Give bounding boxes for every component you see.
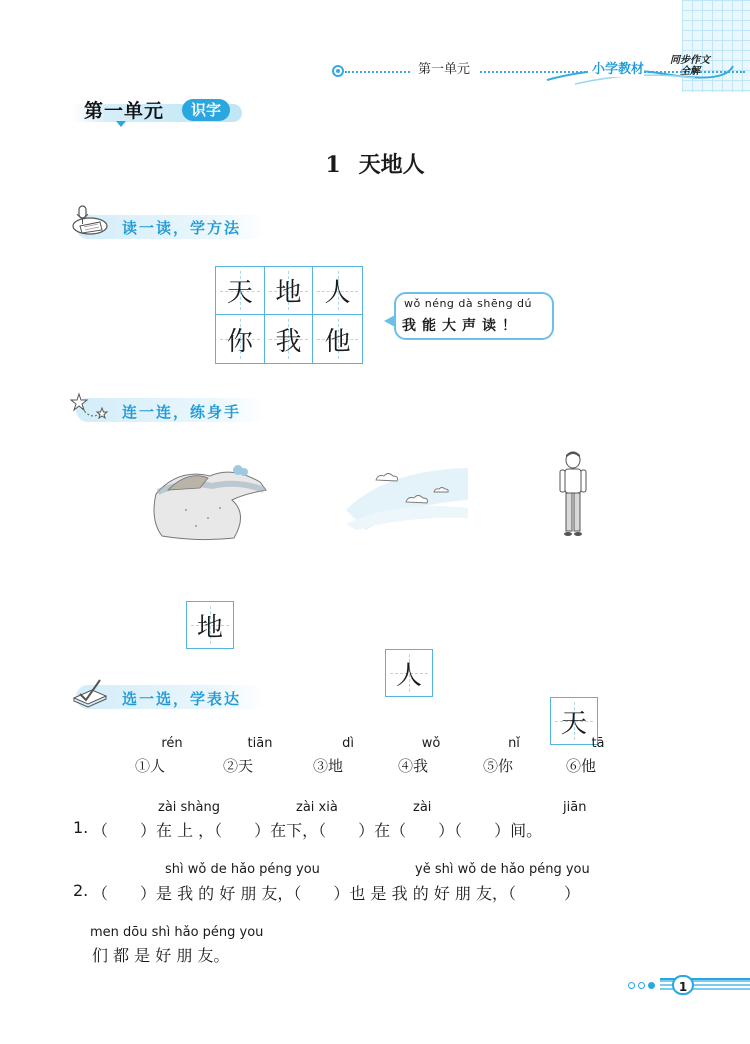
header-series: 小学教材: [588, 58, 644, 77]
header-badge-line2: 全解: [680, 66, 700, 77]
option-label: ②天: [223, 757, 254, 775]
q3-text: 们 都 是 好 朋 友。: [92, 946, 230, 965]
grid-cell: 地: [265, 267, 314, 315]
option-pinyin: rén: [161, 736, 183, 751]
lesson-name: 天地人: [358, 152, 425, 178]
q2-text: （ ）是 我 的 好 朋 友，（ ）也 是 我 的 好 朋 友，（ ）: [92, 884, 580, 903]
q1-pinyin: zài xià: [296, 800, 338, 815]
match-char-box: 地: [186, 601, 234, 649]
header-unit: 第一单元: [410, 58, 478, 77]
option-pinyin: tiān: [247, 736, 273, 751]
option-label: ①人: [135, 757, 166, 775]
q1-pinyin: zài: [413, 800, 432, 815]
page-number: 1: [672, 975, 694, 995]
q2-number: 2.: [73, 881, 89, 900]
match-char-box: 天: [550, 697, 598, 745]
page-dot: [628, 982, 635, 989]
q1-pinyin: zài shàng: [158, 800, 221, 815]
unit-pin-icon: [116, 121, 126, 127]
section-choose-heading: 选一选，学表达: [122, 690, 242, 708]
section-match-heading: 连一连，练身手: [122, 403, 242, 421]
option-label: ⑤你: [483, 757, 514, 775]
match-char-box: 人: [385, 649, 433, 697]
option-pinyin: dì: [342, 736, 354, 751]
grid-cell: 他: [313, 315, 362, 363]
q1-number: 1.: [73, 818, 89, 837]
option-label: ⑥他: [566, 757, 597, 775]
option-label: ③地: [313, 757, 344, 775]
section-read-heading: 读一读，学方法: [122, 219, 242, 237]
q1-text: （ ）在 上 ，（ ）在下，（ ）在（ ）（ ）间。: [92, 821, 543, 840]
unit-title: 第一单元: [84, 100, 165, 122]
grid-cell: 你: [216, 315, 265, 363]
header-badge-line1: 同步作文: [670, 55, 710, 66]
grid-cell: 天: [216, 267, 265, 315]
page-dot: [638, 982, 645, 989]
microphone-paper-icon: [70, 204, 110, 236]
q2-pinyin: yě shì wǒ de hǎo péng you: [415, 862, 590, 877]
page-dot: [648, 982, 655, 989]
unit-tag: 识字: [182, 99, 230, 121]
star-connect-icon: [70, 392, 110, 424]
land-illustration: [148, 460, 270, 542]
header-badge: [666, 55, 714, 77]
speech-bubble-pinyin: wǒ néng dà shēng dú: [404, 297, 533, 310]
header-circle-icon: [332, 65, 344, 77]
lesson-number: 1: [325, 152, 341, 178]
character-grid: [215, 266, 363, 364]
sky-clouds-illustration: [346, 460, 468, 530]
q3-pinyin: men dōu shì hǎo péng you: [90, 925, 264, 940]
q1-pinyin: jiān: [563, 800, 587, 815]
grid-cell: 人: [313, 267, 362, 315]
grid-cell: 我: [265, 315, 314, 363]
lesson-title: [0, 148, 750, 179]
option-pinyin: nǐ: [508, 736, 520, 751]
option-pinyin: wǒ: [421, 736, 441, 751]
boy-illustration: [556, 450, 590, 538]
checkbox-pen-icon: [70, 676, 110, 708]
q2-pinyin: shì wǒ de hǎo péng you: [165, 862, 320, 877]
option-label: ④我: [398, 757, 429, 775]
speech-bubble-text: 我能大声读！: [402, 318, 522, 334]
option-pinyin: tā: [591, 736, 605, 751]
